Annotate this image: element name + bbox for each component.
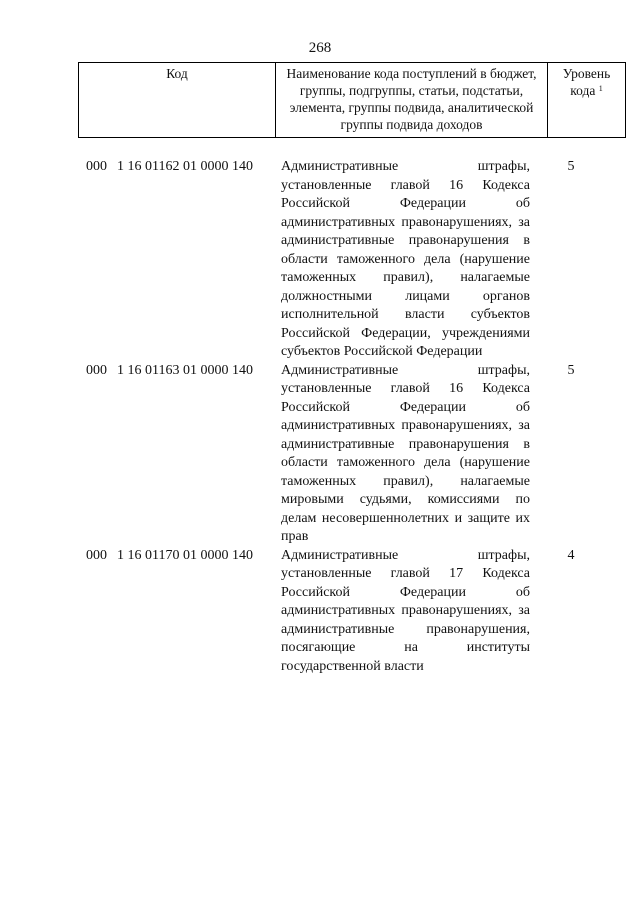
row-income-code: 1 16 01170 01 0000 140	[117, 547, 253, 563]
column-header-level	[548, 63, 626, 138]
table-row	[78, 158, 612, 362]
row-admin-code: 000	[86, 362, 107, 378]
row-level: 5	[567, 362, 575, 378]
row-name: Административные штрафы, установленные главой 16 Кодекса Российской Федерации об административных правонарушениях, за административные правонарушения в области таможенного дела (нарушение таможенных правил), налагаемые должностными лицами органов исполнительной власти субъектов Российской Федерации, учреждениями субъектов Российской Федерации	[281, 159, 530, 359]
row-level: 4	[567, 547, 575, 563]
table-body	[78, 158, 612, 676]
row-admin-code: 000	[86, 159, 107, 174]
row-income-code: 1 16 01163 01 0000 140	[117, 362, 253, 378]
column-header-level-tail: а	[589, 83, 596, 98]
row-admin-code: 000	[86, 547, 107, 563]
row-name: Административные штрафы, установленные главой 16 Кодекса Российской Федерации об административных правонарушениях, за административные правонарушения в области таможенного дела (нарушение таможенных правил), налагаемые мировыми судьями, комиссиями по делам несовершеннолетних и защите их прав	[281, 362, 530, 544]
column-header-level-text: Уровень код	[562, 66, 611, 98]
footnote-marker: 1	[598, 84, 603, 93]
page-number: 268	[308, 40, 332, 56]
column-header-name: Наименование кода поступлений в бюджет, группы, подгруппы, статьи, подстатьи, элемента, группы подвида, аналитической группы подвида доходов	[276, 63, 548, 138]
row-level: 5	[567, 159, 575, 174]
table-header	[78, 62, 626, 138]
table-row	[78, 547, 612, 677]
table-row	[78, 362, 612, 547]
row-income-code: 1 16 01162 01 0000 140	[117, 159, 253, 174]
column-header-code: Код	[79, 63, 276, 138]
row-name: Административные штрафы, установленные главой 17 Кодекса Российской Федерации об административных правонарушениях, за административные правонарушения, посягающие на институты государственной власти	[281, 547, 530, 674]
